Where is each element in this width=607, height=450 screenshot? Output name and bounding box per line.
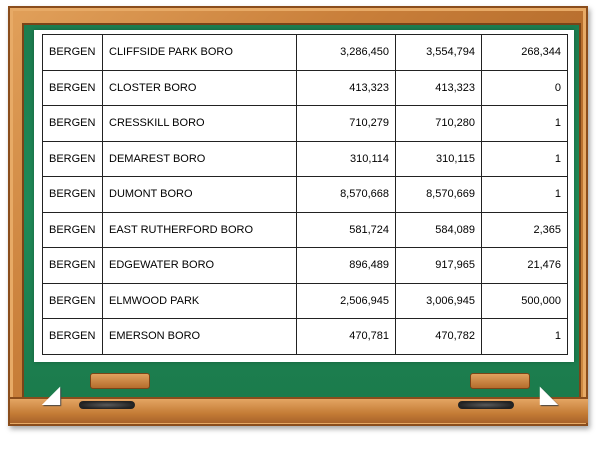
table-row: [43, 248, 568, 284]
municipality-cell: EDGEWATER BORO: [103, 248, 297, 284]
county-cell: BERGEN: [43, 70, 103, 106]
value-1-cell: 3,286,450: [297, 35, 396, 71]
difference-cell: 1: [482, 319, 568, 355]
chalk-icon: ◢: [41, 381, 61, 408]
difference-cell: 2,365: [482, 212, 568, 248]
difference-cell: 1: [482, 106, 568, 142]
difference-cell: 21,476: [482, 248, 568, 284]
municipality-cell: CLOSTER BORO: [103, 70, 297, 106]
value-2-cell: 470,782: [396, 319, 482, 355]
county-cell: BERGEN: [43, 212, 103, 248]
value-1-cell: 413,323: [297, 70, 396, 106]
value-1-cell: 470,781: [297, 319, 396, 355]
difference-cell: 268,344: [482, 35, 568, 71]
eraser-icon: [470, 373, 530, 389]
county-cell: BERGEN: [43, 248, 103, 284]
value-2-cell: 413,323: [396, 70, 482, 106]
value-1-cell: 8,570,668: [297, 177, 396, 213]
chalk-icon: ◣: [539, 381, 559, 408]
value-2-cell: 710,280: [396, 106, 482, 142]
value-1-cell: 2,506,945: [297, 283, 396, 319]
table-row: [43, 70, 568, 106]
county-cell: BERGEN: [43, 283, 103, 319]
municipality-cell: CLIFFSIDE PARK BORO: [103, 35, 297, 71]
eraser-icon: [90, 373, 150, 389]
value-1-cell: 581,724: [297, 212, 396, 248]
municipality-cell: DEMAREST BORO: [103, 141, 297, 177]
difference-cell: 1: [482, 141, 568, 177]
municipality-cell: CRESSKILL BORO: [103, 106, 297, 142]
value-2-cell: 8,570,669: [396, 177, 482, 213]
eraser-icon: [458, 401, 514, 409]
county-cell: BERGEN: [43, 177, 103, 213]
table-row: [43, 283, 568, 319]
value-1-cell: 710,279: [297, 106, 396, 142]
value-2-cell: 310,115: [396, 141, 482, 177]
municipality-cell: EAST RUTHERFORD BORO: [103, 212, 297, 248]
table-row: [43, 35, 568, 71]
data-table: [42, 34, 568, 355]
table-row: [43, 177, 568, 213]
table-row: [43, 212, 568, 248]
value-1-cell: 896,489: [297, 248, 396, 284]
county-cell: BERGEN: [43, 106, 103, 142]
municipality-cell: EMERSON BORO: [103, 319, 297, 355]
value-2-cell: 917,965: [396, 248, 482, 284]
table-row: [43, 141, 568, 177]
difference-cell: 1: [482, 177, 568, 213]
value-2-cell: 3,006,945: [396, 283, 482, 319]
difference-cell: 0: [482, 70, 568, 106]
table-row: [43, 106, 568, 142]
municipality-cell: ELMWOOD PARK: [103, 283, 297, 319]
county-cell: BERGEN: [43, 141, 103, 177]
value-2-cell: 584,089: [396, 212, 482, 248]
value-1-cell: 310,114: [297, 141, 396, 177]
difference-cell: 500,000: [482, 283, 568, 319]
county-cell: BERGEN: [43, 35, 103, 71]
municipality-cell: DUMONT BORO: [103, 177, 297, 213]
county-cell: BERGEN: [43, 319, 103, 355]
value-2-cell: 3,554,794: [396, 35, 482, 71]
table-row: [43, 319, 568, 355]
eraser-icon: [79, 401, 135, 409]
